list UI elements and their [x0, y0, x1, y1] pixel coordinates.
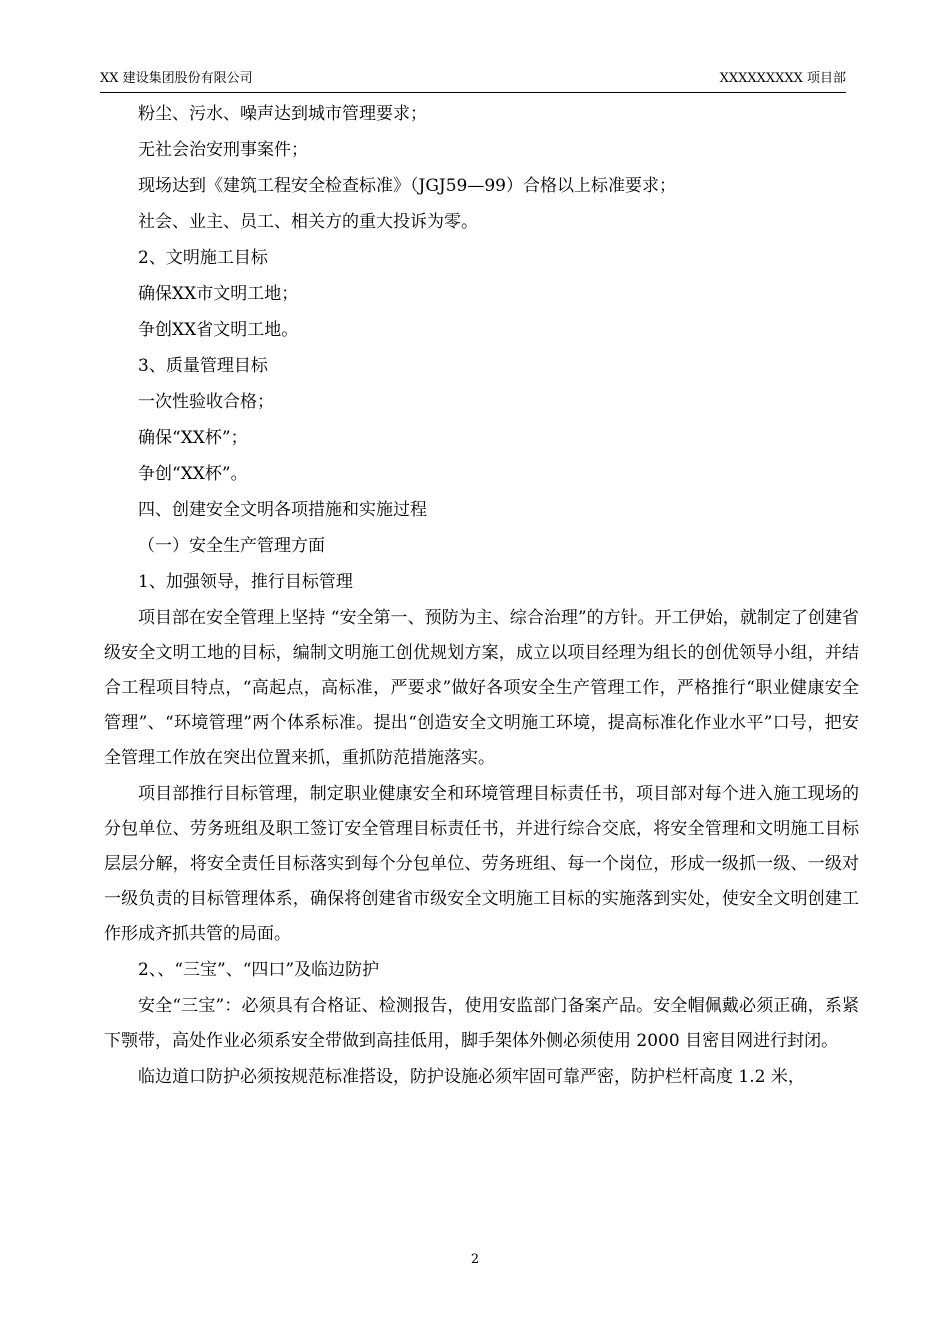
section-heading: 2、、“三宝”、“四口”及临边防护 [138, 960, 380, 980]
header-company: XX 建设集团股份有限公司 [100, 71, 253, 86]
document-body [104, 96, 859, 1095]
page-header [100, 70, 846, 93]
section-heading: 1、加强领导，推行目标管理 [138, 572, 353, 592]
text-line: 现场达到《建筑工程安全检查标准》（JGJ59—99）合格以上标准要求； [138, 176, 676, 196]
section-heading: 3、质量管理目标 [138, 356, 268, 376]
text-line: 粉尘、污水、噪声达到城市管理要求； [138, 104, 427, 124]
text-line: 确保XX市文明工地； [138, 284, 299, 304]
text-line: 争创XX省文明工地。 [138, 320, 299, 340]
text-line: 社会、业主、员工、相关方的重大投诉为零。 [138, 212, 478, 232]
chapter-heading: 四、创建安全文明各项措施和实施过程 [138, 500, 427, 520]
body-paragraph: 项目部在安全管理上坚持 “安全第一、预防为主、综合治理”的方针。开工伊始，就制定了创建省级安全文明工地的目标，编制文明施工创优规划方案，成立以项目经理为组长的创优领导小组，并结合工程项目特点，“高起点，高标准，严要求”做好各项安全生产管理工作，严格推行“职业健康安全管理”、“环境管理”两个体系标准。提出“创造安全文明施工环境，提高标准化作业水平”口号，把安全管理工作放在突出位置来抓，重抓防范措施落实。 [104, 608, 859, 768]
header-department: XXXXXXXXX 项目部 [719, 71, 846, 86]
page-number: 2 [470, 1252, 480, 1267]
text-line: 一次性验收合格； [138, 392, 274, 412]
body-paragraph: 项目部推行目标管理，制定职业健康安全和环境管理目标责任书，项目部对每个进入施工现场的分包单位、劳务班组及职工签订安全管理目标责任书，并进行综合交底，将安全管理和文明施工目标层层分解，将安全责任目标落实到每个分包单位、劳务班组、每一个岗位，形成一级抓一级、一级对一级负责的目标管理体系，确保将创建省市级安全文明施工目标的实施落到实处，使安全文明创建工作形成齐抓共管的局面。 [104, 784, 859, 944]
text-line: 争创“XX杯”。 [138, 464, 248, 484]
text-line: 无社会治安刑事案件； [138, 140, 308, 160]
section-heading: 2、文明施工目标 [138, 248, 268, 268]
body-paragraph: 安全“三宝”：必须具有合格证、检测报告，使用安监部门备案产品。安全帽佩戴必须正确，系紧下颚带，高处作业必须系安全带做到高挂低用，脚手架体外侧必须使用 2000 目密目网进行封闭。 [104, 996, 859, 1051]
text-line: 确保“XX杯”； [138, 428, 248, 448]
body-paragraph: 临边道口防护必须按规范标准搭设，防护设施必须牢固可靠严密，防护栏杆高度 1.2 米， [138, 1067, 805, 1087]
subsection-heading: （一）安全生产管理方面 [138, 536, 325, 556]
